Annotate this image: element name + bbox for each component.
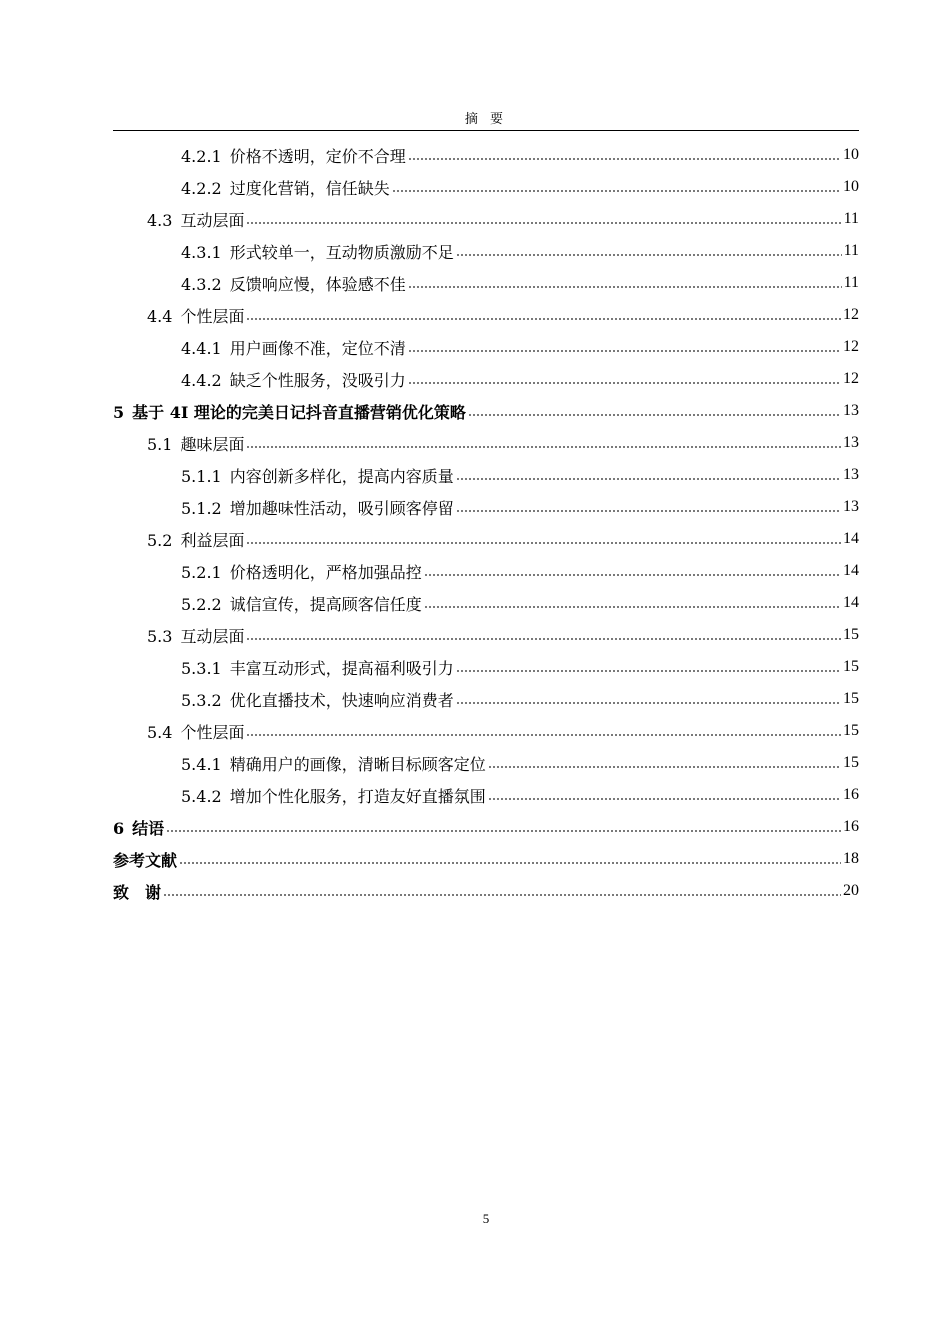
toc-entry[interactable] — [113, 427, 859, 459]
toc-entry-label — [147, 304, 246, 327]
toc-entry[interactable] — [113, 811, 859, 843]
toc-entry-title: 反馈响应慢，体验感不佳 — [229, 274, 406, 294]
toc-entry-label — [147, 528, 246, 551]
toc-entry[interactable] — [113, 683, 859, 715]
toc-entry-page: 12 — [843, 370, 859, 387]
toc-leader-dots — [488, 765, 841, 769]
toc-entry-label — [113, 400, 468, 423]
toc-entry-number: 5.1.2 — [181, 498, 222, 518]
toc-entry-title: 优化直播技术，快速响应消费者 — [229, 690, 454, 710]
toc-entry-title: 价格不透明，定价不合理 — [229, 146, 406, 166]
toc-entry-title: 增加趣味性活动，吸引顾客停留 — [229, 498, 454, 518]
toc-entry-title: 互动层面 — [180, 210, 245, 230]
toc-entry-page: 13 — [843, 434, 859, 451]
toc-leader-dots — [246, 317, 841, 321]
toc-entry-page: 14 — [843, 594, 859, 611]
toc-entry-number: 4.3 — [147, 210, 173, 230]
toc-entry-page: 13 — [843, 466, 859, 483]
toc-entry-page: 15 — [843, 658, 859, 675]
toc-entry-label — [181, 272, 408, 295]
toc-entry[interactable] — [113, 203, 859, 235]
toc-entry-number: 5.3.2 — [181, 690, 222, 710]
toc-entry-title: 形式较单一，互动物质激励不足 — [229, 242, 454, 262]
toc-entry-title: 增加个性化服务，打造友好直播氛围 — [229, 786, 486, 806]
toc-entry-page: 12 — [843, 338, 859, 355]
toc-leader-dots — [456, 669, 841, 673]
toc-entry-label — [147, 432, 246, 455]
toc-entry-number: 4.3.2 — [181, 274, 222, 294]
toc-entry-label — [181, 176, 392, 199]
toc-entry-page: 10 — [843, 146, 859, 163]
toc-leader-dots — [424, 605, 841, 609]
toc-entry-title: 结语 — [132, 818, 165, 838]
toc-leader-dots — [424, 573, 841, 577]
toc-entry-title: 精确用户的画像，清晰目标顾客定位 — [229, 754, 486, 774]
toc-leader-dots — [246, 541, 841, 545]
toc-entry-number: 5.1.1 — [181, 466, 222, 486]
toc-entry-page: 15 — [843, 626, 859, 643]
toc-entry[interactable] — [113, 555, 859, 587]
toc-entry-page: 10 — [843, 178, 859, 195]
toc-leader-dots — [488, 797, 841, 801]
toc-leader-dots — [456, 509, 841, 513]
toc-entry-title: 趣味层面 — [180, 434, 245, 454]
toc-entry-page: 13 — [843, 498, 859, 515]
toc-leader-dots — [246, 733, 841, 737]
toc-entry[interactable] — [113, 587, 859, 619]
toc-entry-label — [181, 688, 456, 711]
toc-entry-page: 11 — [843, 274, 859, 291]
toc-leader-dots — [179, 861, 841, 865]
toc-entry-title: 基于 4I 理论的完美日记抖音直播营销优化策略 — [132, 402, 466, 422]
toc-entry-label — [181, 560, 424, 583]
toc-entry-page: 16 — [843, 818, 859, 835]
toc-entry[interactable] — [113, 843, 859, 875]
page-number: 5 — [482, 1211, 490, 1226]
toc-entry[interactable] — [113, 331, 859, 363]
toc-entry-number: 4.4.1 — [181, 338, 222, 358]
toc-entry[interactable] — [113, 139, 859, 171]
toc-entry-number: 5.4.2 — [181, 786, 222, 806]
toc-entry-number: 5.2.2 — [181, 594, 222, 614]
toc-entry-number: 4.3.1 — [181, 242, 222, 262]
toc-entry[interactable] — [113, 523, 859, 555]
toc-entry-title: 价格透明化，严格加强品控 — [229, 562, 422, 582]
toc-entry-number: 5.4 — [147, 722, 173, 742]
toc-entry-label — [181, 368, 408, 391]
page-header — [113, 108, 859, 131]
toc-entry-number: 6 — [113, 818, 125, 838]
toc-entry-page: 16 — [843, 786, 859, 803]
toc-entry[interactable] — [113, 875, 859, 907]
toc-entry-page: 11 — [843, 210, 859, 227]
toc-entry-title: 个性层面 — [180, 722, 245, 742]
toc-entry-title: 丰富互动形式，提高福利吸引力 — [229, 658, 454, 678]
toc-leader-dots — [408, 349, 841, 353]
toc-entry-number: 5.2 — [147, 530, 173, 550]
toc-entry-page: 14 — [843, 562, 859, 579]
toc-leader-dots — [408, 157, 841, 161]
toc-entry-page: 18 — [843, 850, 859, 867]
toc-leader-dots — [456, 701, 841, 705]
toc-entry-title: 利益层面 — [180, 530, 245, 550]
toc-entry-page: 15 — [843, 722, 859, 739]
toc-entry-title: 致 谢 — [113, 882, 162, 902]
toc-entry-label — [181, 656, 456, 679]
toc-entry-label — [181, 784, 488, 807]
toc-entry-title: 内容创新多样化，提高内容质量 — [229, 466, 454, 486]
toc-entry-title: 个性层面 — [180, 306, 245, 326]
toc-leader-dots — [163, 893, 841, 897]
toc-entry-title: 参考文献 — [113, 850, 178, 870]
toc-entry-number: 4.4 — [147, 306, 173, 326]
toc-leader-dots — [392, 189, 841, 193]
toc-entry-number: 5.1 — [147, 434, 173, 454]
toc-entry-number: 5 — [113, 402, 125, 422]
toc-entry-label — [113, 880, 163, 903]
toc-entry[interactable] — [113, 747, 859, 779]
toc-entry-label — [181, 336, 408, 359]
toc-entry-number: 4.2.1 — [181, 146, 222, 166]
toc-entry-page: 12 — [843, 306, 859, 323]
toc-entry[interactable] — [113, 651, 859, 683]
toc-entry-label — [147, 208, 246, 231]
toc-entry-label — [181, 752, 488, 775]
toc-entry-number: 4.2.2 — [181, 178, 222, 198]
toc-entry[interactable] — [113, 459, 859, 491]
table-of-contents — [113, 139, 859, 907]
toc-entry-page: 11 — [843, 242, 859, 259]
toc-entry-page: 13 — [843, 402, 859, 419]
toc-entry[interactable] — [113, 267, 859, 299]
toc-entry-title: 诚信宣传，提高顾客信任度 — [229, 594, 422, 614]
toc-entry[interactable] — [113, 715, 859, 747]
toc-entry-title: 用户画像不准，定位不清 — [229, 338, 406, 358]
toc-entry-label — [181, 496, 456, 519]
toc-entry-label — [181, 464, 456, 487]
toc-entry[interactable] — [113, 363, 859, 395]
toc-entry-title: 互动层面 — [180, 626, 245, 646]
toc-leader-dots — [408, 285, 842, 289]
toc-leader-dots — [246, 221, 841, 225]
toc-entry-label — [147, 624, 246, 647]
toc-leader-dots — [408, 381, 841, 385]
toc-entry-page: 15 — [843, 690, 859, 707]
toc-entry-title: 过度化营销，信任缺失 — [229, 178, 390, 198]
toc-leader-dots — [456, 477, 841, 481]
toc-entry-label — [181, 240, 456, 263]
toc-entry-number: 5.4.1 — [181, 754, 222, 774]
toc-entry[interactable] — [113, 171, 859, 203]
toc-entry-number: 5.3 — [147, 626, 173, 646]
toc-entry[interactable] — [113, 619, 859, 651]
toc-entry-label — [181, 144, 408, 167]
toc-entry[interactable] — [113, 491, 859, 523]
toc-entry[interactable] — [113, 395, 859, 427]
toc-entry-label — [113, 848, 179, 871]
toc-leader-dots — [246, 445, 841, 449]
toc-entry-page: 15 — [843, 754, 859, 771]
toc-entry-page: 20 — [843, 882, 859, 899]
toc-entry-label — [181, 592, 424, 615]
header-title: 摘 要 — [464, 112, 508, 127]
toc-leader-dots — [246, 637, 841, 641]
toc-entry-label — [113, 816, 166, 839]
toc-entry[interactable] — [113, 779, 859, 811]
toc-entry-number: 5.3.1 — [181, 658, 222, 678]
toc-entry-title: 缺乏个性服务，没吸引力 — [229, 370, 406, 390]
toc-leader-dots — [166, 829, 841, 833]
toc-entry-page: 14 — [843, 530, 859, 547]
toc-entry-number: 4.4.2 — [181, 370, 222, 390]
toc-entry[interactable] — [113, 235, 859, 267]
toc-entry-label — [147, 720, 246, 743]
toc-entry-number: 5.2.1 — [181, 562, 222, 582]
toc-leader-dots — [456, 253, 842, 257]
toc-leader-dots — [468, 413, 841, 417]
toc-entry[interactable] — [113, 299, 859, 331]
